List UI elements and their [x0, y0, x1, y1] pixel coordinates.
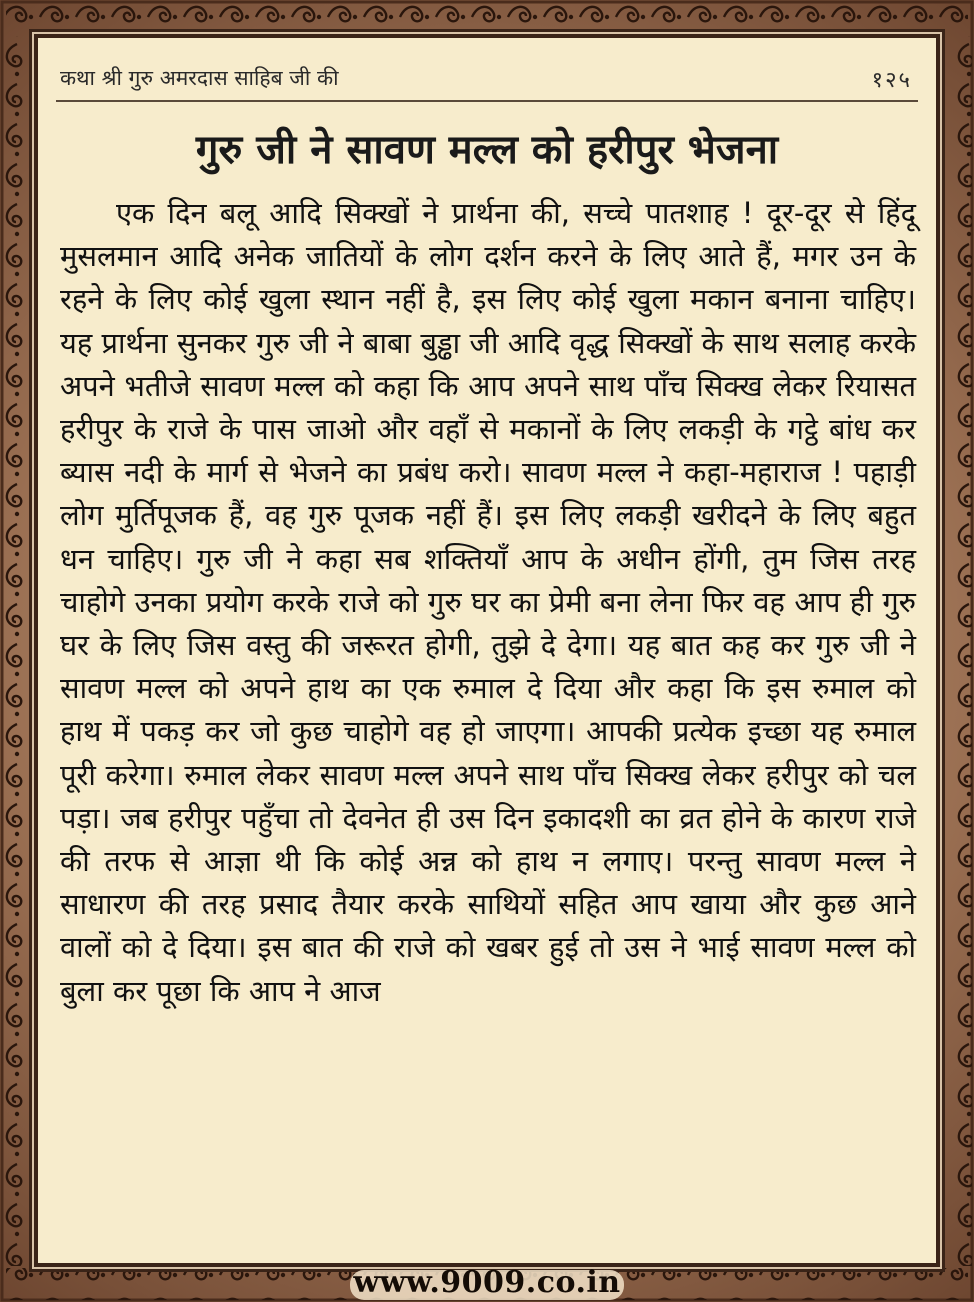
- page-header: [56, 60, 918, 102]
- page-number: १२५: [871, 68, 912, 93]
- footer-url[interactable]: www.9009.co.in: [353, 1265, 621, 1300]
- chapter-title: गुरु जी ने सावण मल्ल को हरीपुर भेजना: [195, 127, 779, 173]
- body-paragraph: एक दिन बलू आदि सिक्खों ने प्रार्थना की, सच्चे पातशाह ! दूर-दूर से हिंदू मुसलमान आदि अनेक जातियों के लोग दर्शन करने के लिए आते हैं, मगर उन के रहने के लिए कोई खुला स्थान नहीं है, इस लिए कोई खुला मकान बनाना चाहिए। यह प्रार्थना सुनकर गुरु जी ने बाबा बुड्ढा जी आदि वृद्ध सिक्खों के साथ सलाह करके अपने भतीजे सावण मल्ल को कहा कि आप अपने साथ पाँच सिक्ख लेकर रियासत हरीपुर के राजे के पास जाओ और वहाँ से मकानों के लिए लकड़ी के गट्ठे बांध कर ब्यास नदी के मार्ग से भेजने का प्रबंध करो। सावण मल्ल ने कहा-महाराज ! पहाड़ी लोग मुर्तिपूजक हैं, वह गुरु पूजक नहीं हैं। इस लिए लकड़ी खरीदने के लिए बहुत धन चाहिए। गुरु जी ने कहा सब शक्तियाँ आप के अधीन होंगी, तुम जिस तरह चाहोगे उनका प्रयोग करके राजे को गुरु घर का प्रेमी बना लेना फिर वह आप ही गुरु घर के लिए जिस वस्तु की जरूरत होगी, तुझे दे देगा। यह बात कह कर गुरु जी ने सावण मल्ल को अपने हाथ का एक रुमाल दे दिया और कहा कि इस रुमाल को हाथ में पकड़ कर जो कुछ चाहोगे वह हो जाएगा। आपकी प्रत्येक इच्छा यह रुमाल पूरी करेगा। रुमाल लेकर सावण मल्ल अपने साथ पाँच सिक्ख लेकर हरीपुर को चल पड़ा। जब हरीपुर पहुँचा तो देवनेत ही उस दिन इकादशी का व्रत होने के कारण राजे की तरफ से आज्ञा थी कि कोई अन्न को हाथ न लगाए। परन्तु सावण मल्ल ने साधारण की तरह प्रसाद तैयार करके साथियों सहित आप खाया और कुछ आने वालों को दे दिया। इस बात की राजे को खबर हुई तो उस ने भाई सावण मल्ल को बुला कर पूछा कि आप ने आज: [60, 196, 916, 1008]
- running-title: कथा श्री गुरु अमरदास साहिब जी की: [60, 66, 339, 90]
- page-paper: [38, 38, 936, 1263]
